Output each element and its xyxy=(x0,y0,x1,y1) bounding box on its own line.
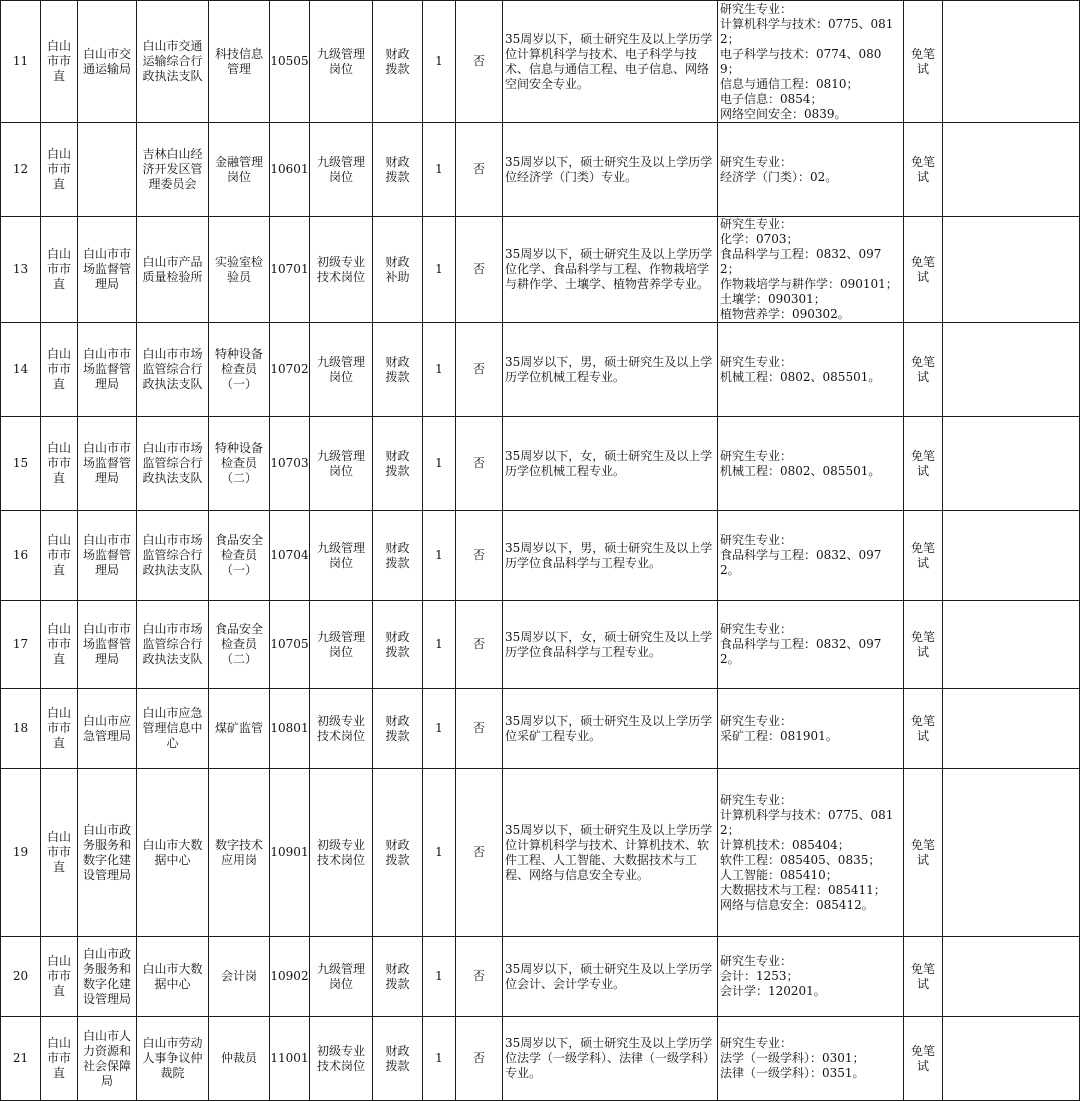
funding-type-cell: 财政 补助 xyxy=(373,217,423,323)
position-name-cell: 食品安全 检查员 （一） xyxy=(209,511,270,601)
position-level-cell: 九级管理 岗位 xyxy=(310,123,373,217)
funding-type-cell: 财政 拨款 xyxy=(373,123,423,217)
majors-cell: 研究生专业： 采矿工程：081901。 xyxy=(718,689,904,769)
sequence-number: 14 xyxy=(1,323,41,417)
department-cell: 白山市人 力资源和 社会保障 局 xyxy=(78,1017,137,1101)
region-cell: 白山 市市 直 xyxy=(41,123,78,217)
exam-method-cell: 免笔 试 xyxy=(904,769,943,937)
position-level-cell: 初级专业 技术岗位 xyxy=(310,689,373,769)
region-cell: 白山 市市 直 xyxy=(41,511,78,601)
region-cell: 白山 市市 直 xyxy=(41,689,78,769)
table-row xyxy=(1,689,1080,769)
exam-method-cell: 免笔 试 xyxy=(904,123,943,217)
position-code-cell: 10703 xyxy=(270,417,310,511)
majors-cell: 研究生专业： 计算机科学与技术：0775、0812； 电子科学与技术：0774、0809； 信息与通信工程：0810； 电子信息：0854； 网络空间安全：0839。 xyxy=(718,1,904,123)
exam-method-cell: 免笔 试 xyxy=(904,601,943,689)
table-row xyxy=(1,769,1080,937)
remark-cell xyxy=(943,601,1080,689)
table-row xyxy=(1,417,1080,511)
hiring-count-cell: 1 xyxy=(423,689,456,769)
sequence-number: 11 xyxy=(1,1,41,123)
funding-type-cell: 财政 拨款 xyxy=(373,1017,423,1101)
position-name-cell: 仲裁员 xyxy=(209,1017,270,1101)
employer-unit-cell: 吉林白山经 济开发区管 理委员会 xyxy=(137,123,209,217)
table-row xyxy=(1,937,1080,1017)
remark-cell xyxy=(943,417,1080,511)
region-cell: 白山 市市 直 xyxy=(41,417,78,511)
table-row xyxy=(1,123,1080,217)
position-name-cell: 实验室检 验员 xyxy=(209,217,270,323)
restriction-cell: 否 xyxy=(456,689,503,769)
position-code-cell: 10505 xyxy=(270,1,310,123)
region-cell: 白山 市市 直 xyxy=(41,769,78,937)
funding-type-cell: 财政 拨款 xyxy=(373,601,423,689)
position-name-cell: 特种设备 检查员 （一） xyxy=(209,323,270,417)
restriction-cell: 否 xyxy=(456,769,503,937)
table-body xyxy=(1,1,1080,1101)
position-name-cell: 煤矿监管 xyxy=(209,689,270,769)
remark-cell xyxy=(943,217,1080,323)
table-row xyxy=(1,1,1080,123)
requirements-cell: 35周岁以下，硕士研究生及以上学历学位经济学（门类）专业。 xyxy=(503,123,718,217)
region-cell: 白山 市市 直 xyxy=(41,937,78,1017)
hiring-count-cell: 1 xyxy=(423,1017,456,1101)
position-level-cell: 初级专业 技术岗位 xyxy=(310,769,373,937)
exam-method-cell: 免笔 试 xyxy=(904,689,943,769)
restriction-cell: 否 xyxy=(456,511,503,601)
requirements-cell: 35周岁以下，硕士研究生及以上学历学位计算机科学与技术、计算机技术、软件工程、人工智能、大数据技术与工程、网络与信息安全专业。 xyxy=(503,769,718,937)
requirements-cell: 35周岁以下，男，硕士研究生及以上学历学位食品科学与工程专业。 xyxy=(503,511,718,601)
position-level-cell: 初级专业 技术岗位 xyxy=(310,1017,373,1101)
restriction-cell: 否 xyxy=(456,417,503,511)
restriction-cell: 否 xyxy=(456,323,503,417)
sequence-number: 20 xyxy=(1,937,41,1017)
hiring-count-cell: 1 xyxy=(423,123,456,217)
requirements-cell: 35周岁以下，女，硕士研究生及以上学历学位食品科学与工程专业。 xyxy=(503,601,718,689)
position-level-cell: 九级管理 岗位 xyxy=(310,511,373,601)
sequence-number: 19 xyxy=(1,769,41,937)
restriction-cell: 否 xyxy=(456,1017,503,1101)
requirements-cell: 35周岁以下，硕士研究生及以上学历学位化学、食品科学与工程、作物栽培学与耕作学、土壤学、植物营养学专业。 xyxy=(503,217,718,323)
sequence-number: 17 xyxy=(1,601,41,689)
table-row xyxy=(1,1017,1080,1101)
hiring-count-cell: 1 xyxy=(423,217,456,323)
exam-method-cell: 免笔 试 xyxy=(904,217,943,323)
exam-method-cell: 免笔 试 xyxy=(904,1017,943,1101)
requirements-cell: 35周岁以下，硕士研究生及以上学历学位计算机科学与技术、电子科学与技术、信息与通信工程、电子信息、网络空间安全专业。 xyxy=(503,1,718,123)
position-name-cell: 特种设备 检查员 （二） xyxy=(209,417,270,511)
position-code-cell: 10705 xyxy=(270,601,310,689)
sequence-number: 21 xyxy=(1,1017,41,1101)
remark-cell xyxy=(943,123,1080,217)
hiring-count-cell: 1 xyxy=(423,511,456,601)
employer-unit-cell: 白山市大数 据中心 xyxy=(137,769,209,937)
region-cell: 白山 市市 直 xyxy=(41,217,78,323)
department-cell: 白山市市 场监督管 理局 xyxy=(78,217,137,323)
funding-type-cell: 财政 拨款 xyxy=(373,417,423,511)
exam-method-cell: 免笔 试 xyxy=(904,417,943,511)
restriction-cell: 否 xyxy=(456,1,503,123)
sequence-number: 16 xyxy=(1,511,41,601)
position-name-cell: 会计岗 xyxy=(209,937,270,1017)
sequence-number: 15 xyxy=(1,417,41,511)
majors-cell: 研究生专业： 法学（一级学科）：0301； 法律（一级学科）：0351。 xyxy=(718,1017,904,1101)
department-cell xyxy=(78,123,137,217)
restriction-cell: 否 xyxy=(456,937,503,1017)
position-level-cell: 九级管理 岗位 xyxy=(310,417,373,511)
restriction-cell: 否 xyxy=(456,123,503,217)
table-row xyxy=(1,511,1080,601)
region-cell: 白山 市市 直 xyxy=(41,601,78,689)
position-code-cell: 10801 xyxy=(270,689,310,769)
department-cell: 白山市市 场监督管 理局 xyxy=(78,323,137,417)
requirements-cell: 35周岁以下，女，硕士研究生及以上学历学位机械工程专业。 xyxy=(503,417,718,511)
funding-type-cell: 财政 拨款 xyxy=(373,323,423,417)
requirements-cell: 35周岁以下，硕士研究生及以上学历学位采矿工程专业。 xyxy=(503,689,718,769)
position-level-cell: 九级管理 岗位 xyxy=(310,323,373,417)
restriction-cell: 否 xyxy=(456,601,503,689)
employer-unit-cell: 白山市劳动 人事争议仲 裁院 xyxy=(137,1017,209,1101)
position-code-cell: 10704 xyxy=(270,511,310,601)
position-code-cell: 10902 xyxy=(270,937,310,1017)
region-cell: 白山 市市 直 xyxy=(41,1,78,123)
requirements-cell: 35周岁以下，硕士研究生及以上学历学位会计、会计学专业。 xyxy=(503,937,718,1017)
hiring-count-cell: 1 xyxy=(423,601,456,689)
position-code-cell: 10702 xyxy=(270,323,310,417)
sequence-number: 13 xyxy=(1,217,41,323)
employer-unit-cell: 白山市交通 运输综合行 政执法支队 xyxy=(137,1,209,123)
exam-method-cell: 免笔 试 xyxy=(904,511,943,601)
exam-method-cell: 免笔 试 xyxy=(904,937,943,1017)
position-name-cell: 金融管理 岗位 xyxy=(209,123,270,217)
position-name-cell: 科技信息 管理 xyxy=(209,1,270,123)
department-cell: 白山市政 务服务和 数字化建 设管理局 xyxy=(78,937,137,1017)
majors-cell: 研究生专业： 食品科学与工程：0832、0972。 xyxy=(718,601,904,689)
table-row xyxy=(1,601,1080,689)
restriction-cell: 否 xyxy=(456,217,503,323)
remark-cell xyxy=(943,323,1080,417)
region-cell: 白山 市市 直 xyxy=(41,1017,78,1101)
employer-unit-cell: 白山市市场 监管综合行 政执法支队 xyxy=(137,601,209,689)
department-cell: 白山市政 务服务和 数字化建 设管理局 xyxy=(78,769,137,937)
position-level-cell: 九级管理 岗位 xyxy=(310,1,373,123)
exam-method-cell: 免笔 试 xyxy=(904,323,943,417)
position-level-cell: 初级专业 技术岗位 xyxy=(310,217,373,323)
hiring-count-cell: 1 xyxy=(423,1,456,123)
remark-cell xyxy=(943,511,1080,601)
position-code-cell: 10601 xyxy=(270,123,310,217)
employer-unit-cell: 白山市市场 监管综合行 政执法支队 xyxy=(137,323,209,417)
position-name-cell: 数字技术 应用岗 xyxy=(209,769,270,937)
department-cell: 白山市应 急管理局 xyxy=(78,689,137,769)
position-code-cell: 10701 xyxy=(270,217,310,323)
requirements-cell: 35周岁以下，男，硕士研究生及以上学历学位机械工程专业。 xyxy=(503,323,718,417)
majors-cell: 研究生专业： 机械工程：0802、085501。 xyxy=(718,417,904,511)
funding-type-cell: 财政 拨款 xyxy=(373,511,423,601)
position-code-cell: 11001 xyxy=(270,1017,310,1101)
funding-type-cell: 财政 拨款 xyxy=(373,937,423,1017)
funding-type-cell: 财政 拨款 xyxy=(373,689,423,769)
majors-cell: 研究生专业： 经济学（门类）：02。 xyxy=(718,123,904,217)
hiring-count-cell: 1 xyxy=(423,769,456,937)
department-cell: 白山市市 场监督管 理局 xyxy=(78,417,137,511)
exam-method-cell: 免笔 试 xyxy=(904,1,943,123)
table-row xyxy=(1,217,1080,323)
remark-cell xyxy=(943,1017,1080,1101)
department-cell: 白山市市 场监督管 理局 xyxy=(78,601,137,689)
funding-type-cell: 财政 拨款 xyxy=(373,1,423,123)
majors-cell: 研究生专业： 食品科学与工程：0832、0972。 xyxy=(718,511,904,601)
majors-cell: 研究生专业： 机械工程：0802、085501。 xyxy=(718,323,904,417)
hiring-count-cell: 1 xyxy=(423,323,456,417)
position-level-cell: 九级管理 岗位 xyxy=(310,937,373,1017)
employer-unit-cell: 白山市市场 监管综合行 政执法支队 xyxy=(137,511,209,601)
department-cell: 白山市市 场监督管 理局 xyxy=(78,511,137,601)
employer-unit-cell: 白山市应急 管理信息中 心 xyxy=(137,689,209,769)
funding-type-cell: 财政 拨款 xyxy=(373,769,423,937)
region-cell: 白山 市市 直 xyxy=(41,323,78,417)
requirements-cell: 35周岁以下，硕士研究生及以上学历学位法学（一级学科）、法律（一级学科）专业。 xyxy=(503,1017,718,1101)
table-row xyxy=(1,323,1080,417)
remark-cell xyxy=(943,689,1080,769)
employer-unit-cell: 白山市产品 质量检验所 xyxy=(137,217,209,323)
majors-cell: 研究生专业： 会计：1253； 会计学：120201。 xyxy=(718,937,904,1017)
department-cell: 白山市交 通运输局 xyxy=(78,1,137,123)
majors-cell: 研究生专业： 化学：0703； 食品科学与工程：0832、0972； 作物栽培学与耕作学：090101； 土壤学：090301； 植物营养学：090302。 xyxy=(718,217,904,323)
remark-cell xyxy=(943,937,1080,1017)
sequence-number: 18 xyxy=(1,689,41,769)
majors-cell: 研究生专业： 计算机科学与技术：0775、0812； 计算机技术：085404； 软件工程：085405、0835； 人工智能：085410； 大数据技术与工程：085411； 网络与信息安全：085412。 xyxy=(718,769,904,937)
employer-unit-cell: 白山市大数 据中心 xyxy=(137,937,209,1017)
position-level-cell: 九级管理 岗位 xyxy=(310,601,373,689)
employer-unit-cell: 白山市市场 监管综合行 政执法支队 xyxy=(137,417,209,511)
position-code-cell: 10901 xyxy=(270,769,310,937)
sequence-number: 12 xyxy=(1,123,41,217)
remark-cell xyxy=(943,769,1080,937)
hiring-count-cell: 1 xyxy=(423,417,456,511)
hiring-count-cell: 1 xyxy=(423,937,456,1017)
remark-cell xyxy=(943,1,1080,123)
position-name-cell: 食品安全 检查员 （二） xyxy=(209,601,270,689)
